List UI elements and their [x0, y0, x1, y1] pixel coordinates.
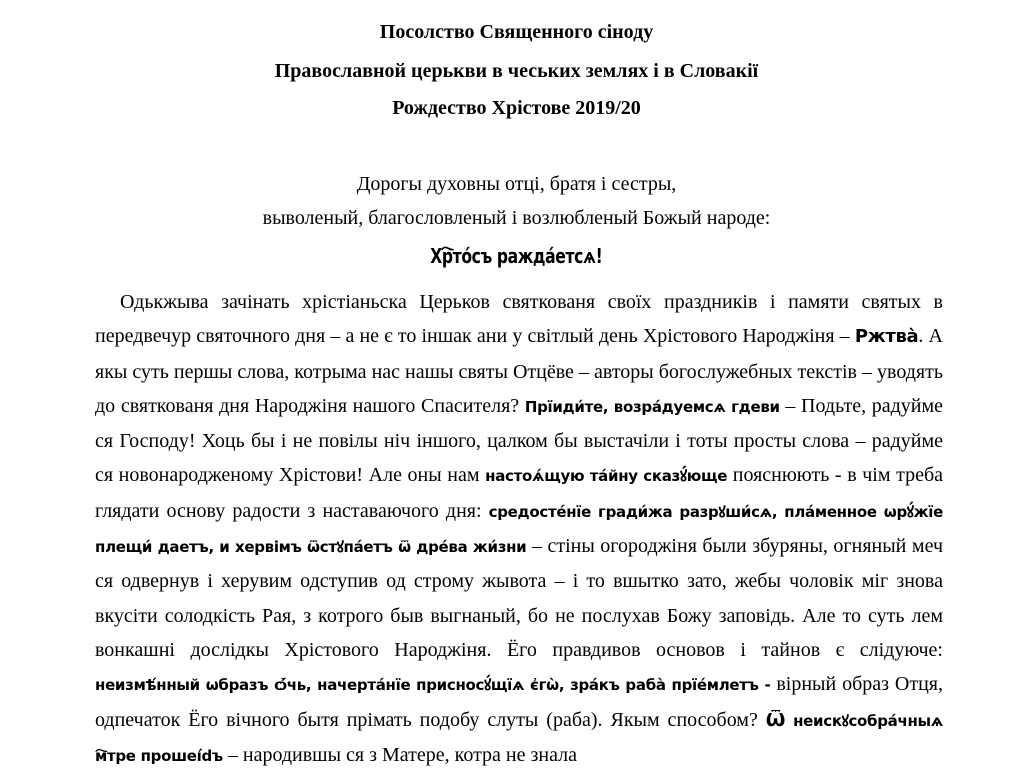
- greeting-line-2: выволеный, благословленый і возлюбленый Божый народе:: [262, 207, 771, 229]
- church-slavonic-phrase-6a: Ѿ: [765, 709, 786, 731]
- body-text-4: пояснюють - в чім треба глядати основу радости з наставаючого дня:: [95, 464, 944, 522]
- document-title-line-2: Православной церькви в чеських землях і в Словакії: [274, 60, 759, 82]
- document-title-line-3: Рождество Хрістове 2019/20: [392, 97, 641, 119]
- church-slavonic-greeting-text: Хр҇то́съ ражда́етсѧ!: [430, 244, 603, 268]
- body-text-1: Одькжыва зачінать хрістіаньска Церьков святкованя своїх праздників і памяти святых в передвечур святочного дня – а не є то іншак ани у світлый день Хрістового Народжіня –: [95, 291, 943, 348]
- document-title-line-1: Посолство Священного сіноду: [379, 21, 654, 43]
- church-slavonic-phrase-3: настоѧ́щую та́йну сказꙋ́юще: [485, 467, 728, 486]
- body-text-5: – стіны огороджіня были збуряны, огняный меч ся одвернув і херувим одступив од строму жывота – і то вшытко зато, жебы чоловік міг знова вкусіти солодкість Рая, з котрого быв выгнаный, бо не послухав Божу заповідь. Але то суть лем вонкашні дослідкы Хрістового Народжіня. Ёго правдивов основов і тайнов є слідуюче:: [95, 535, 944, 661]
- greeting-line-1: Дорогы духовны отці, братя і сестры,: [356, 173, 677, 195]
- body-text-2: . А якы суть першы слова, котрыма нас нашы святы Отцёве – авторы богослужебных текстів – уводять до святкованя дня Народжіня нашого Спасителя?: [95, 325, 943, 417]
- body-text-3: – Подьте, радуйме ся Господу! Хоць бы і не повілы ніч іншого, цалком бы выстачіли і тоты просты слова – радуйме ся новонародженому Хрістови! Але оны нам: [95, 394, 944, 487]
- church-slavonic-phrase-1: Ржтва̀: [854, 326, 919, 348]
- church-slavonic-phrase-2: Прїиди́те, возра́дуемсѧ гдеви: [524, 397, 780, 416]
- body-text-7: – народившы ся з Матере, котра не знала: [227, 743, 578, 766]
- church-slavonic-greeting: [0, 244, 1033, 268]
- body-paragraph: [95, 285, 943, 773]
- body-text-6: вірный образ Отця, одпечаток Ёго вічного бытя прімать подобу слуты (раба). Якым способом?: [95, 673, 944, 731]
- church-slavonic-phrase-4: средосте́нїе гради́жа разрꙋши́сѧ, пла́менное ѡрꙋ́жїе плещи́ даетъ, и хервімъ ѿстꙋпа́етъ ѿ дре́ва жи́зни: [95, 502, 943, 557]
- church-slavonic-phrase-6b: неискꙋсобра́чныѧ м҇тре прошеídъ: [95, 711, 943, 765]
- church-slavonic-phrase-5: неизмѣ́нный ѡбразъ ѻ҆́чь, начерта́нїе присносꙋ́щїѧ є҆гѡ̀, зра́къ раба̀ прїе́млетъ -: [95, 676, 771, 695]
